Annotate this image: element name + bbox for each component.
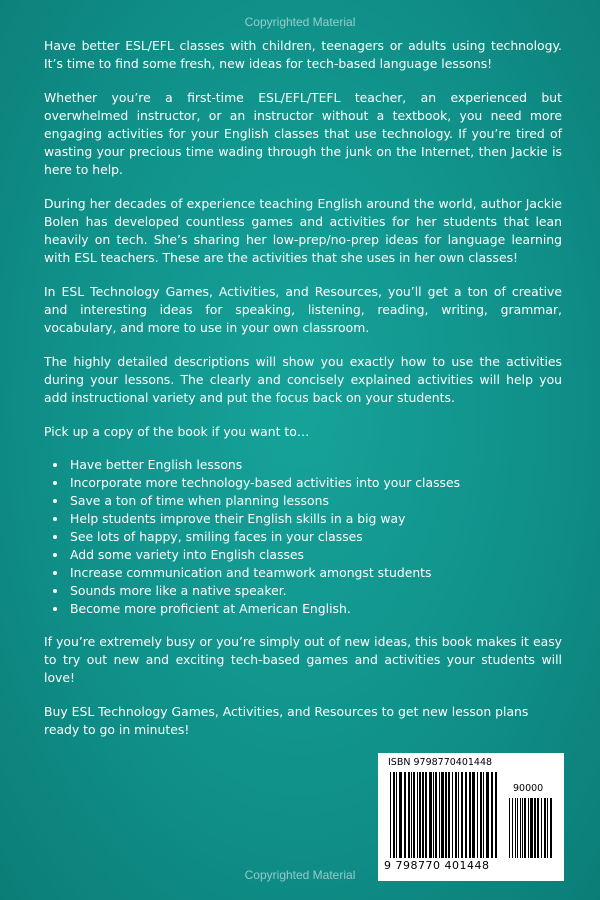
back-cover-text — [44, 37, 562, 755]
price-barcode-bars — [509, 798, 553, 858]
list-item: • Add some variety into English classes — [68, 546, 562, 564]
barcode-bars — [390, 772, 498, 858]
barcode-bar — [458, 772, 459, 858]
barcode-bar — [477, 772, 478, 858]
barcode-bar — [515, 798, 516, 858]
list-item: • Save a ton of time when planning lessons — [68, 492, 562, 510]
barcode-bar — [465, 772, 467, 858]
barcode-bar — [541, 798, 542, 858]
barcode-bar — [528, 798, 529, 858]
pick-up-paragraph: Pick up a copy of the book if you want to… — [44, 424, 310, 439]
barcode-bar — [419, 772, 421, 858]
barcode-bar — [483, 772, 484, 858]
barcode-bar — [445, 772, 447, 858]
barcode-bar — [448, 772, 450, 858]
barcode-bar — [425, 772, 427, 858]
barcode-bar — [550, 798, 552, 858]
barcode-bar — [452, 772, 453, 858]
barcode-bar — [480, 772, 482, 858]
barcode-bar — [520, 798, 521, 858]
barcode-bar — [439, 772, 440, 858]
audience-paragraph: Whether you’re a first-time ESL/EFL/TEFL teacher, an experienced but overwhelmed instructor, or an instructor without a textbook, you need more engaging activities for your English classes that use technology. If you’re tired of wasting your precious time wading through the junk on the Internet, then Jackie is here to help. — [44, 90, 562, 177]
barcode-bar — [509, 798, 510, 858]
barcode-bar — [390, 772, 391, 858]
barcode-bar — [512, 798, 513, 858]
barcode-bar — [433, 772, 434, 858]
barcode-digits: 9 798770 401448 — [384, 859, 490, 872]
barcode-bar — [429, 772, 432, 858]
price-code: 90000 — [513, 783, 544, 794]
list-item: • See lots of happy, smiling faces in your classes — [68, 528, 562, 546]
barcode-bar — [495, 772, 497, 858]
barcode-bar — [396, 772, 397, 858]
barcode-bar — [530, 798, 533, 858]
barcode-bar — [441, 772, 444, 858]
list-item: • Have better English lessons — [68, 456, 562, 474]
barcode-bar — [517, 798, 518, 858]
descriptions-paragraph: The highly detailed descriptions will show you exactly how to use the activities during your lessons. The clearly and concisely explained activities will help you add instructional variety and put the focus back on your students. — [44, 354, 562, 405]
watermark-bottom: Copyrighted Material — [244, 868, 356, 882]
barcode-bar — [417, 772, 418, 858]
barcode-bar — [435, 772, 437, 858]
barcode-bar — [534, 798, 536, 858]
barcode-bar — [408, 772, 410, 858]
barcode-bar — [422, 772, 424, 858]
list-item: • Help students improve their English skills in a big way — [68, 510, 562, 528]
list-item: • Incorporate more technology-based activities into your classes — [68, 474, 562, 492]
barcode-bar — [469, 772, 471, 858]
barcode-bar — [393, 772, 395, 858]
barcode-bar — [524, 798, 526, 858]
book-content-paragraph: In ESL Technology Games, Activities, and Resources, you’ll get a ton of creative and interesting ideas for speaking, listening, reading, writing, grammar, vocabulary, and more to use in your own classroom. — [44, 284, 562, 335]
isbn-barcode — [378, 753, 564, 881]
barcode-bar — [544, 798, 546, 858]
author-paragraph: During her decades of experience teaching English around the world, author Jackie Bolen has developed countless games and activities for her students that lean heavily on tech. She’s sharing her low-prep/no-prep ideas for language learning with ESL teachers. These are the activities that she uses in her own classes! — [44, 196, 562, 265]
list-item: • Become more proficient at American English. — [68, 600, 562, 618]
busy-paragraph: If you’re extremely busy or you’re simply out of new ideas, this book makes it easy to try out new and exciting tech-based games and activities your students will love! — [44, 634, 562, 685]
barcode-bar — [399, 772, 402, 858]
barcode-bar — [491, 772, 493, 858]
watermark-top: Copyrighted Material — [244, 15, 356, 29]
isbn-label: ISBN 9798770401448 — [388, 757, 493, 768]
barcode-bar — [486, 772, 489, 858]
barcode-bar — [411, 772, 412, 858]
barcode-bar — [455, 772, 457, 858]
intro-paragraph: Have better ESL/EFL classes with children, teenagers or adults using technology. It’s time to find some fresh, new ideas for tech-based language lessons! — [44, 38, 562, 71]
barcode-bar — [537, 798, 539, 858]
barcode-bar — [404, 772, 406, 858]
barcode-bar — [547, 798, 548, 858]
barcode-bar — [461, 772, 463, 858]
list-item: • Increase communication and teamwork amongst students — [68, 564, 562, 582]
call-to-action-paragraph: Buy ESL Technology Games, Activities, and Resources to get new lesson plans ready to go in minutes! — [44, 704, 529, 737]
barcode-bar — [472, 772, 475, 858]
list-item: • Sounds more like a native speaker. — [68, 582, 562, 600]
barcode-bar — [413, 772, 415, 858]
barcode-bar — [522, 798, 523, 858]
benefits-list — [44, 456, 562, 618]
